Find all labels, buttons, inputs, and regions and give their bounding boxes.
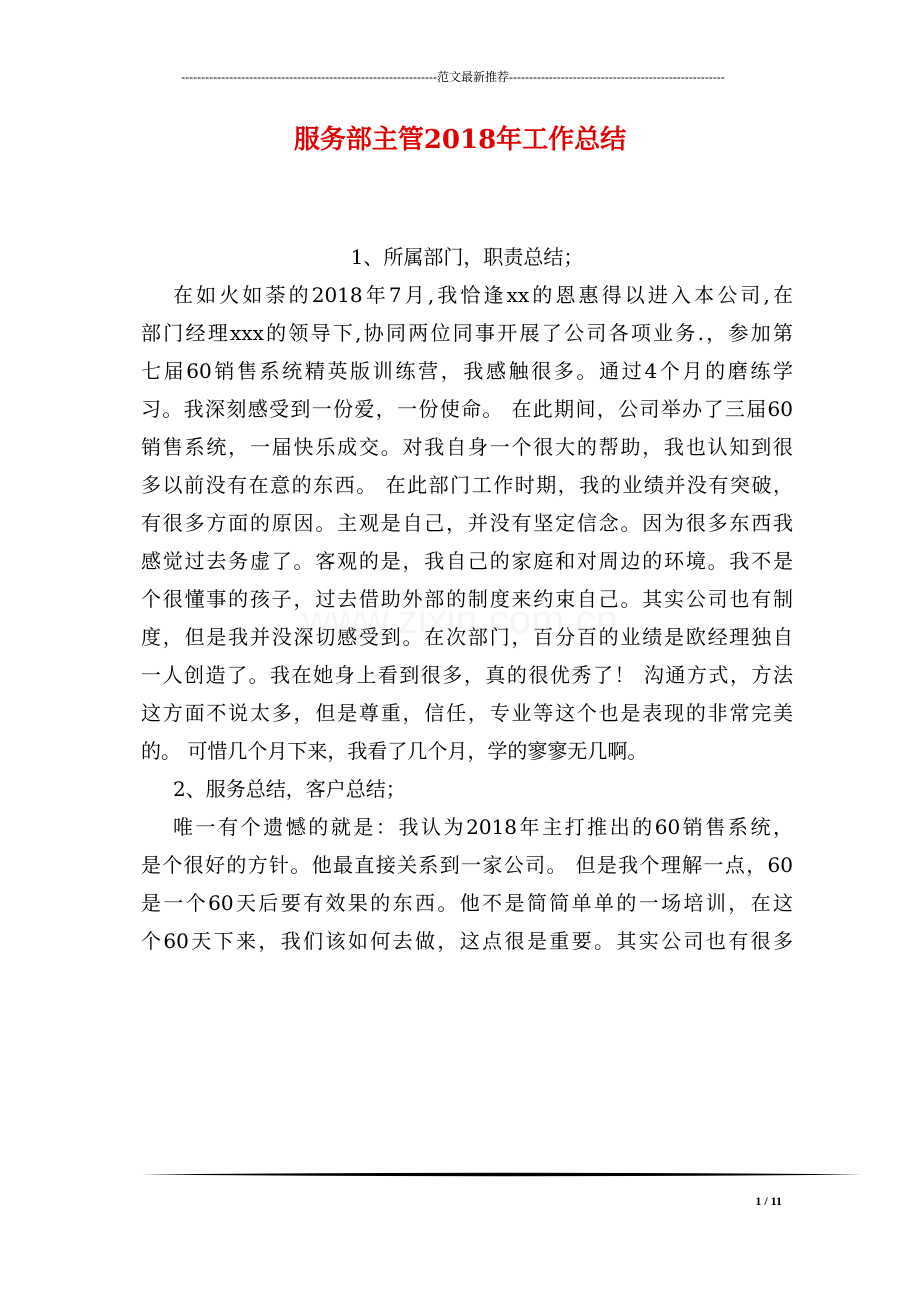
paragraph-line: 七届60销售系统精英版训练营，我感触很多。通过4个月的磨练学 xyxy=(141,359,793,383)
page-number: 1 / 11 xyxy=(755,1194,782,1208)
paragraph-line: 的。 可惜几个月下来，我看了几个月，学的寥寥无几啊。 xyxy=(141,739,648,763)
section-heading-1: 1、所属部门，职责总结； xyxy=(350,245,584,269)
paragraph-line: 唯一有个遗憾的就是：我认为2018年主打推出的60销售系统， xyxy=(173,815,793,839)
paragraph-line: 部门经理xxx的领导下,协同两位同事开展了公司各项业务.，参加第 xyxy=(141,321,793,345)
footer-rule xyxy=(141,1172,863,1177)
document-body xyxy=(141,238,793,960)
paragraph-line: 个很懂事的孩子，过去借助外部的制度来约束自己。其实公司也有制 xyxy=(141,587,793,611)
paragraph-line: 销售系统，一届快乐成交。对我自身一个很大的帮助，我也认知到很 xyxy=(141,435,793,459)
paragraph-line: 感觉过去务虚了。客观的是，我自己的家庭和对周边的环境。我不是 xyxy=(141,549,793,573)
section-heading-2: 2、服务总结，客户总结； xyxy=(173,777,406,801)
paragraph-line: 是一个60天后要有效果的东西。他不是简简单单的一场培训，在这 xyxy=(141,891,793,915)
paragraph-line: 习。我深刻感受到一份爱，一份使命。 在此期间，公司举办了三届60 xyxy=(141,397,793,421)
paragraph-line: 多以前没有在意的东西。 在此部门工作时期，我的业绩并没有突破， xyxy=(141,473,793,497)
paragraph-line: 一人创造了。我在她身上看到很多，真的很优秀了！ 沟通方式，方法 xyxy=(141,663,793,687)
page-header: ----------------------------------------------------------------范文最新推荐------------------------------------------------------ xyxy=(181,70,725,84)
paragraph-line: 在如火如荼的2018年7月,我恰逢xx的恩惠得以进入本公司,在 xyxy=(173,283,793,307)
paragraph-line: 有很多方面的原因。主观是自己，并没有坚定信念。因为很多东西我 xyxy=(141,511,793,535)
paragraph-line: 是个很好的方针。他最直接关系到一家公司。 但是我个理解一点，60 xyxy=(141,853,793,877)
paragraph-line: 个60天下来，我们该如何去做，这点很是重要。其实公司也有很多 xyxy=(141,929,793,953)
document-title: 服务部主管2018年工作总结 xyxy=(293,125,627,155)
paragraph-line: 这方面不说太多，但是尊重，信任，专业等这个也是表现的非常完美 xyxy=(141,701,793,725)
paragraph-line: 度，但是我并没深切感受到。在次部门，百分百的业绩是欧经理独自 xyxy=(141,625,793,649)
